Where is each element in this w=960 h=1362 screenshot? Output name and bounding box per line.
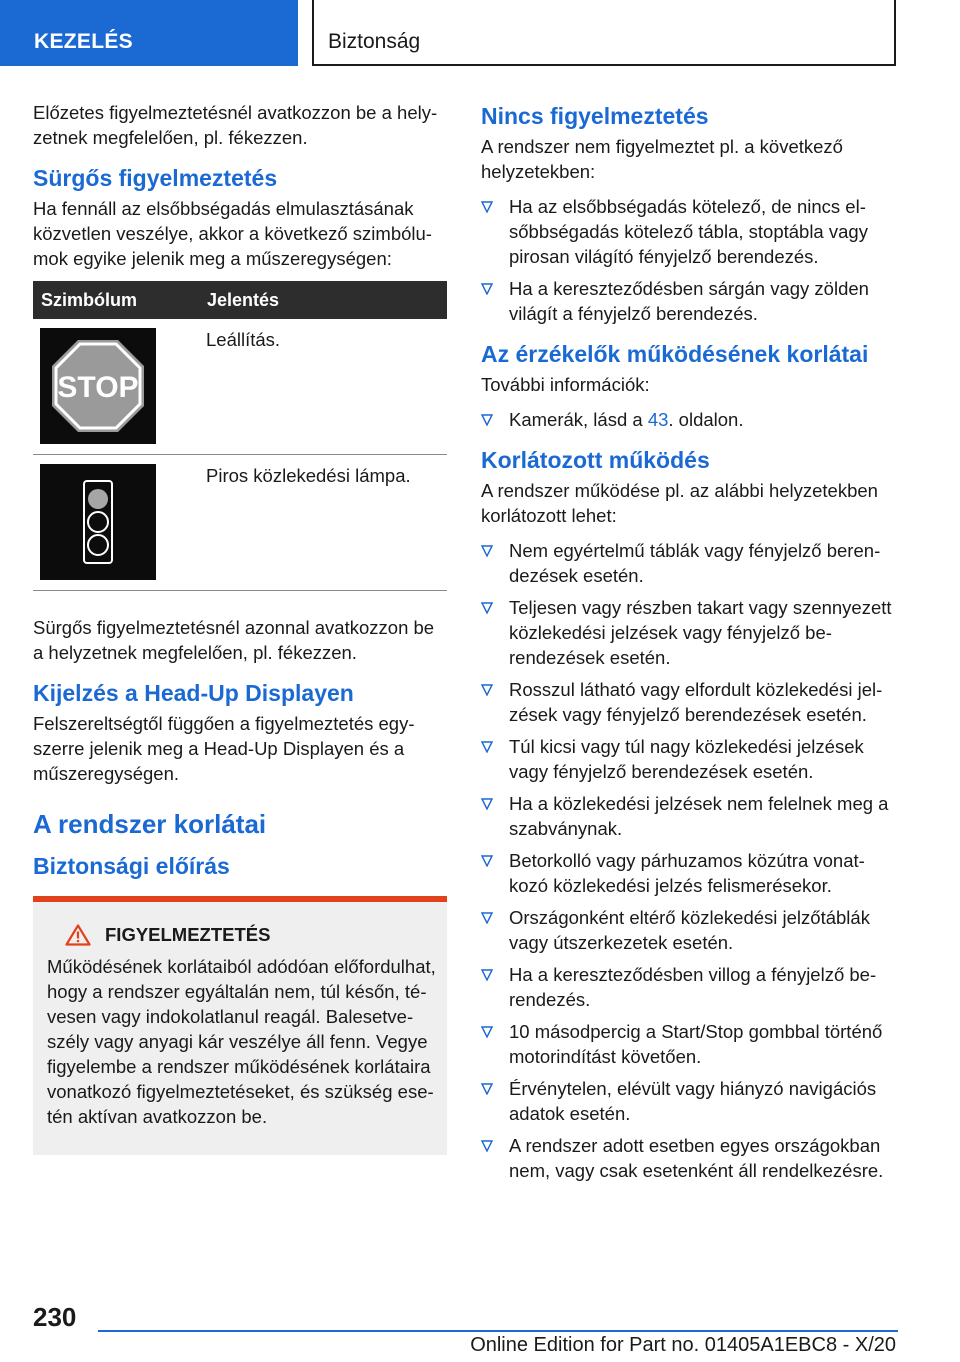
page-header [0,0,960,66]
no-warning-list [481,194,897,326]
hud-paragraph: Felszereltségtől függően a figyelmeztetés egyszerre jelenik meg a Head-Up Displayen és a műszeregységen. [33,713,415,784]
triangle-bullet-icon [481,1026,493,1038]
warning-text: Működésének korlátaiból adódóan előfordulhat, hogy a rendszer egyáltalán nem, túl későn, tévesen vagy indokolatlanul reagál. Balesetveszély vagy anyagi kár veszélye áll fenn. Vegye figyelembe a rendszer működésének korlátaira vonatkozó figyelmeztetéseket, és szükség esetén aktívan avatkozzon be. [47,956,436,1127]
right-column [481,100,897,1191]
list-item-text: Ha a kereszteződésben sárgán vagy zölden világít a fényjelző berendezés. [509,278,869,324]
list-item-text: A rendszer adott esetben egyes országokban nem, vagy csak esetenként áll rendelkezésre. [509,1135,884,1181]
list-item [481,1019,897,1069]
stop-sign-icon [40,328,156,444]
list-item-text: Érvénytelen, elévült vagy hiányzó navigációs adatok esetén. [509,1078,877,1124]
list-item [481,734,897,784]
topic-label: Biztonság [312,0,896,66]
symbol-table [33,281,447,591]
list-item [481,677,897,727]
symbol-cell [33,319,199,455]
list-item-text: . oldalon. [668,409,744,430]
triangle-bullet-icon [481,283,493,295]
traffic-light-icon [40,464,156,580]
meaning-cell: Piros közlekedési lámpa. [199,455,447,591]
urgent-warning-text: Ha fennáll az elsőbbségadás elmulasztásának közvetlen veszélye, akkor a következő szimbólumok egyike jelenik meg a műszeregységen: [33,198,432,269]
triangle-bullet-icon [481,1140,493,1152]
list-item-text: Túl kicsi vagy túl nagy közlekedési jelzések vagy fényjelző berendezések esetén. [509,736,864,782]
warning-header [47,924,439,946]
warning-title: FIGYELMEZTETÉS [105,924,271,945]
list-item-text: 10 másodpercig a Start/Stop gombbal történő motorindítást követően. [509,1021,883,1067]
warning-box [33,902,447,1155]
list-item [481,848,897,898]
list-item [481,1133,897,1183]
page-link[interactable]: 43 [647,409,669,430]
limited-operation-list [481,538,897,1183]
list-item [481,194,897,269]
list-item [481,1076,897,1126]
after-table-paragraph: Sürgős figyelmeztetésnél azonnal avatkozzon be a helyzetnek megfelelően, pl. fékezzen. [33,617,435,663]
section-label: KEZELÉS [0,0,298,66]
system-limits-heading: A rendszer korlátai [33,809,267,839]
symbol-cell [33,455,199,591]
triangle-bullet-icon [481,414,493,426]
list-item [481,905,897,955]
warning-triangle-icon [65,924,91,946]
limited-operation-text: A rendszer működése pl. az alábbi helyzetekben korlátozott lehet: [481,480,878,526]
list-item [481,595,897,670]
list-item-text: Kamerák, lásd a [509,409,648,430]
urgent-warning-heading: Sürgős figyelmeztetés [33,165,278,191]
triangle-bullet-icon [481,201,493,213]
meaning-cell: Leállítás. [199,319,447,455]
triangle-bullet-icon [481,912,493,924]
left-column [33,100,447,1155]
table-header-row [33,281,447,319]
page-number: 230 [33,1302,77,1332]
no-warning-heading: Nincs figyelmeztetés [481,103,709,129]
table-row [33,455,447,591]
safety-heading: Biztonsági előírás [33,853,230,879]
no-warning-text: A rendszer nem figyelmeztet pl. a következő helyzetekben: [481,136,843,182]
stop-sign-text: STOP [57,371,139,404]
list-item [481,538,897,588]
list-item-text: Rosszul látható vagy elfordult közlekedési jelzések vagy fényjelző berendezések esetén. [509,679,883,725]
limited-operation-heading: Korlátozott működés [481,447,710,473]
list-item [481,276,897,326]
triangle-bullet-icon [481,1083,493,1095]
list-item-text: Ha a kereszteződésben villog a fényjelző berendezés. [509,964,877,1010]
triangle-bullet-icon [481,545,493,557]
sensor-limits-heading: Az érzékelők működésének korlátai [481,341,869,367]
list-item-text: Ha a közlekedési jelzések nem felelnek meg a szabványnak. [509,793,889,839]
triangle-bullet-icon [481,969,493,981]
triangle-bullet-icon [481,741,493,753]
list-item-text: Teljesen vagy részben takart vagy szennyezett közlekedési jelzések vagy fényjelző berendezések esetén. [509,597,892,668]
table-row [33,319,447,455]
list-item-text: Országonként eltérő közlekedési jelzőtáblák vagy útszerkezetek esetén. [509,907,870,953]
list-item [481,407,897,432]
intro-paragraph: Előzetes figyelmeztetésnél avatkozzon be a helyzetnek megfelelően, pl. fékezzen. [33,102,438,148]
triangle-bullet-icon [481,602,493,614]
column-header-symbol: Szimbólum [33,281,199,319]
triangle-bullet-icon [481,855,493,867]
hud-heading: Kijelzés a Head-Up Displayen [33,680,354,706]
column-header-meaning: Jelentés [199,281,447,319]
list-item-text: Betorkolló vagy párhuzamos közútra vonatkozó közlekedési jelzés felismerésekor. [509,850,865,896]
list-item-text: Nem egyértelmű táblák vagy fényjelző berendezések esetén. [509,540,881,586]
triangle-bullet-icon [481,684,493,696]
list-item-text: Ha az elsőbbségadás kötelező, de nincs elsőbbségadás kötelező tábla, stoptábla vagy pirosan világító fényjelző berendezés. [509,196,868,267]
sensor-list [481,407,897,432]
triangle-bullet-icon [481,798,493,810]
footer-rule [98,1330,898,1332]
footer-edition: Online Edition for Part no. 01405A1EBC8 - X/20 [470,1334,896,1356]
sensor-limits-text: További információk: [481,374,650,395]
list-item [481,791,897,841]
list-item [481,962,897,1012]
